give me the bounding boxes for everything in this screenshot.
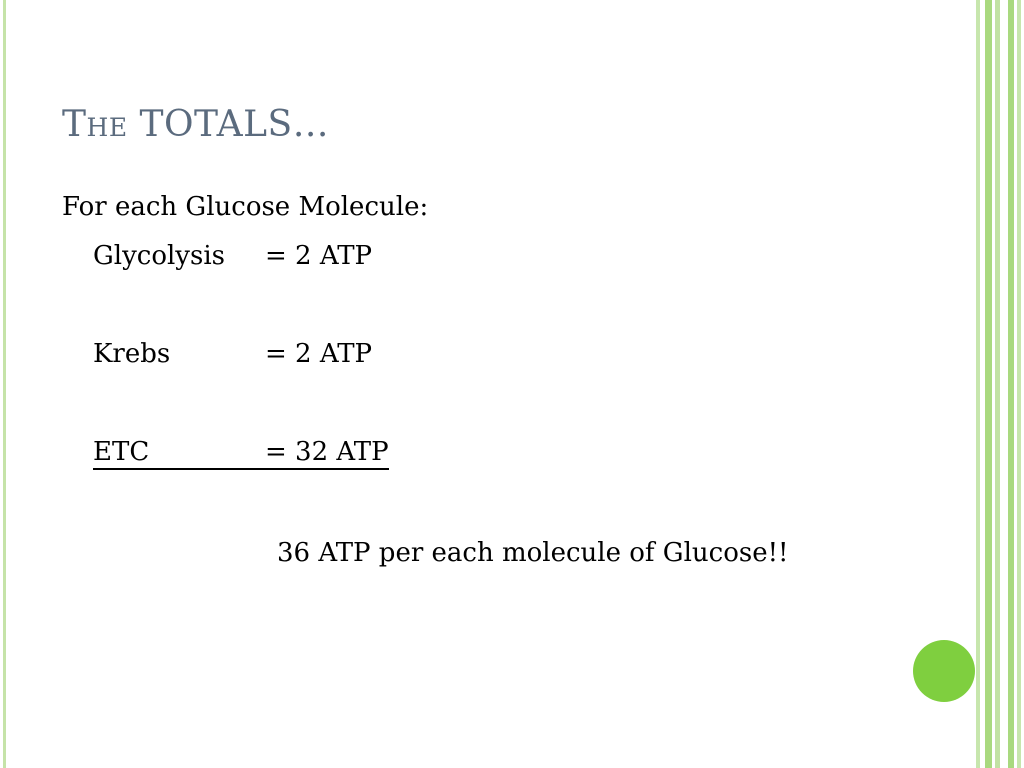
decorative-stripe xyxy=(1008,0,1014,768)
decorative-stripe xyxy=(976,0,980,768)
row-label: Glycolysis xyxy=(93,241,225,271)
row-label: ETC xyxy=(93,437,150,467)
row-value: = 2 ATP xyxy=(265,241,373,271)
decorative-stripe xyxy=(985,0,992,768)
intro-text: For each Glucose Molecule: xyxy=(62,192,429,222)
decorative-circle xyxy=(913,640,975,702)
slide-title: The TOTALS… xyxy=(62,104,330,145)
total-text: 36 ATP per each molecule of Glucose!! xyxy=(277,538,789,568)
decorative-stripe xyxy=(995,0,1000,768)
atp-row-etc xyxy=(93,436,389,470)
left-border-line xyxy=(3,0,6,768)
atp-row-glycolysis xyxy=(93,240,372,272)
row-label: Krebs xyxy=(93,339,171,369)
row-value: = 32 ATP xyxy=(265,437,389,467)
atp-row-krebs xyxy=(93,338,372,370)
row-value: = 2 ATP xyxy=(265,339,373,369)
decorative-stripe xyxy=(1017,0,1021,768)
